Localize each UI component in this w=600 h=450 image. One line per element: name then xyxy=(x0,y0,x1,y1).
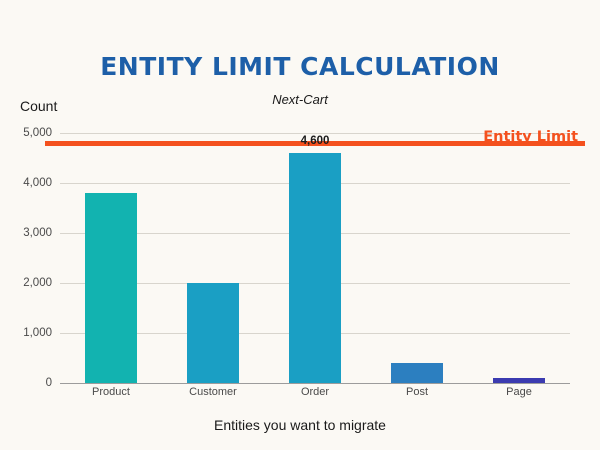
chart-subtitle: Next-Cart xyxy=(272,92,328,107)
x-tick-label: Order xyxy=(300,386,330,398)
x-tick-label: Post xyxy=(405,386,428,398)
y-axis-label: Count xyxy=(20,98,58,114)
bar xyxy=(391,363,443,383)
bar xyxy=(289,153,341,383)
chart-title: ENTITY LIMIT CALCULATION xyxy=(100,52,500,81)
y-tick-label: 4,000 xyxy=(23,177,52,189)
x-tick-label: Customer xyxy=(189,386,237,398)
y-tick-label: 1,000 xyxy=(23,327,52,339)
x-tick-label: Product xyxy=(92,386,130,398)
axis-baseline xyxy=(60,383,570,384)
y-tick-label: 5,000 xyxy=(23,127,52,139)
y-tick-label: 2,000 xyxy=(23,277,52,289)
y-tick-label: 3,000 xyxy=(23,227,52,239)
plot-area xyxy=(60,133,570,383)
entity-limit-label: Entity Limit xyxy=(483,129,578,145)
bar xyxy=(493,378,545,383)
bar xyxy=(85,193,137,383)
x-axis-label: Entities you want to migrate xyxy=(214,417,386,433)
bar-value-label: 4,600 xyxy=(300,135,330,147)
y-axis-ticks xyxy=(0,127,52,389)
y-tick-label: 0 xyxy=(45,377,52,389)
x-tick-label: Page xyxy=(506,386,532,398)
bar xyxy=(187,283,239,383)
